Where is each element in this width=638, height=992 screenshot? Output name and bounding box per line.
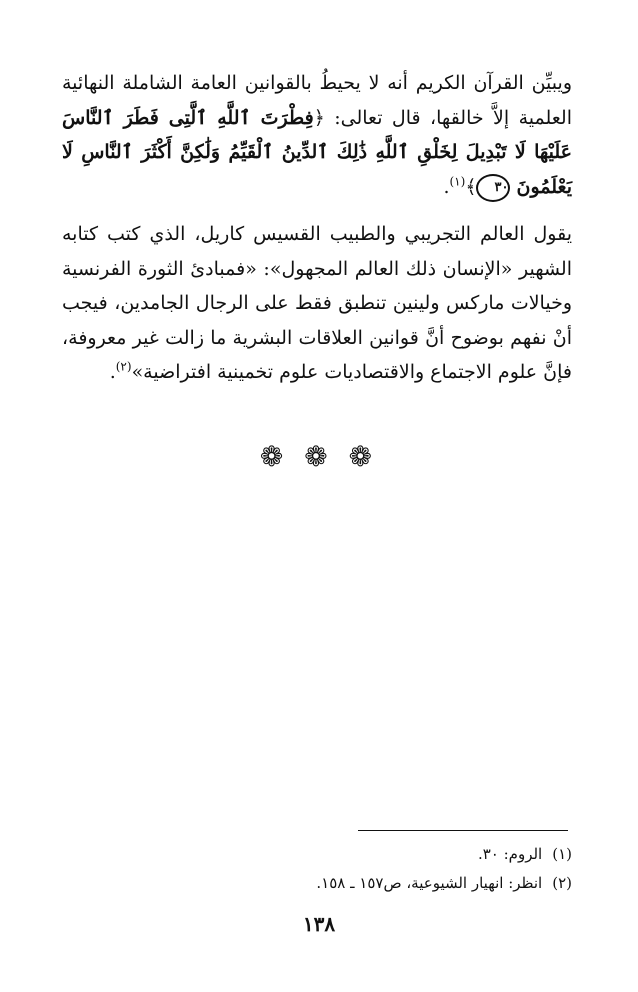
footnote-ref-2[interactable]: (٢) [115,359,132,374]
footnote-text: الروم: ٣٠. [477,845,543,863]
footnote-number: (٢) [552,874,572,892]
section-divider-ornament: ❁ ❁ ❁ [259,440,379,473]
footnotes [62,840,572,898]
footnote-number: (١) [552,845,572,863]
footnote-ref-1[interactable]: (١) [449,174,466,189]
footnote-2 [62,869,572,898]
verse-close-bracket: ﴾ [465,175,477,198]
paragraph-2-text: يقول العالم التجريبي والطبيب القسيس كاريل، الذي كتب كتابه الشهير «الإنسان ذلك العالم المجهول»: «فمبادئ الثورة الفرنسية وخيالات ماركس ولينين تنطبق فقط على الرجال الجامدين، فيجب أنْ نفهم بوضوح أنَّ قوانين العلاقات البشرية ما زالت غير معروفة، فإنَّ علوم الاجتماع والاقتصاديات علوم تخمينية افتراضية» [62,223,572,383]
footnote-text: انظر: انهيار الشيوعية، ص١٥٧ ـ ١٥٨. [316,874,543,892]
paragraph-1-intro: ويبيِّن القرآن الكريم أنه لا يحيطُ بالقوانين العامة الشاملة النهائية العلمية إلاَّ خالقها، قال تعالى: ﴿ [62,72,572,129]
ayah-number-marker: ٣٠ [476,174,510,202]
footnote-separator-line [358,830,568,831]
paragraph-2-end: . [109,361,116,383]
page-number: ١٣٨ [302,912,336,936]
paragraph-carrel-quote [62,217,572,390]
footnote-1 [62,840,572,869]
quran-verse: فِطْرَتَ ٱللَّهِ ٱلَّتِى فَطَرَ ٱلنَّاسَ عَلَيْهَا لَا تَبْدِيلَ لِخَلْقِ ٱللَّهِ ذَٰلِكَ ٱلدِّينُ ٱلْقَيِّمُ وَلَٰكِنَّ أَكْثَرَ ٱلنَّاسِ لَا يَعْلَمُونَ [62,106,572,198]
paragraph-1-end: . [443,175,450,198]
paragraph-quran [62,66,572,204]
